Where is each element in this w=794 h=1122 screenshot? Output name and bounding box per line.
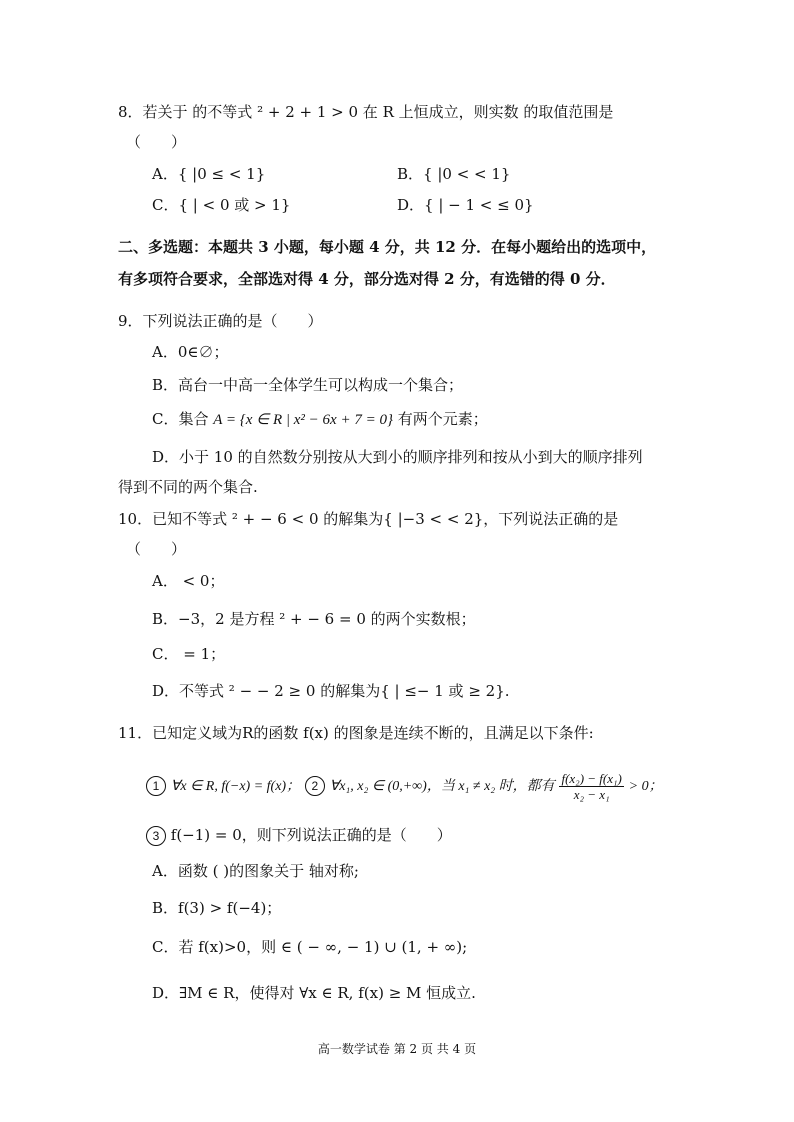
q9-option-c-prefix: C．集合 (152, 410, 214, 428)
q8-option-d: D．{ | − 1 < ≤ 0} (397, 196, 534, 214)
q10-stem: 10．已知不等式 ² + − 6 < 0 的解集为{ |−3 < < 2}，下列说法正确的是 (118, 510, 619, 528)
q11-option-a: A．函数 ( )的图象关于 轴对称; (152, 862, 359, 880)
condition-1-marker: 1 (146, 776, 166, 796)
q8-stem: 8．若关于 的不等式 ² + 2 + 1 > 0 在 R 上恒成立，则实数 的取值范围是 (118, 103, 614, 121)
fraction-numerator: f(x₂) − f(x₁) (561, 770, 622, 786)
q9-set-expression: A = {x ∈ R | x² − 6x + 7 = 0} (213, 412, 393, 428)
condition-3: f(−1) = 0，则下列说法正确的是（ ） (170, 826, 452, 844)
q8-option-c: C．{ | < 0 或 > 1} (152, 196, 291, 214)
q8-option-a: A．{ |0 ≤ < 1} (152, 165, 266, 183)
fraction-denominator: x₂ − x₁ (573, 786, 610, 802)
condition-1: ∀x ∈ R, f(−x) = f(x)； (170, 779, 301, 794)
q9-option-d-line1: D．小于 10 的自然数分别按从大到小的顺序排列和按从小到大的顺序排列 (152, 448, 643, 466)
condition-2-fraction (559, 771, 623, 802)
condition-2-suffix: > 0； (628, 779, 663, 794)
q10-paren: （ ） (126, 540, 187, 558)
section2-heading-line2: 有多项符合要求，全部选对得 4 分，部分选对得 2 分，有选错的得 0 分． (118, 270, 616, 288)
q9-option-c-suffix: 有两个元素； (392, 410, 488, 428)
condition-2-prefix: ∀x₁, x₂ ∈ (0,+∞)，当 x₁ ≠ x₂ 时，都有 (329, 779, 555, 794)
q10-option-c: C． = 1； (152, 645, 226, 663)
condition-3-marker: 3 (146, 826, 166, 846)
q8-option-b: B．{ |0 < < 1} (397, 165, 511, 183)
q9-option-b: B．高台一中高一全体学生可以构成一个集合； (152, 376, 464, 394)
q11-option-c: C．若 f(x)>0，则 ∈ ( − ∞, − 1) ∪ (1, + ∞); (152, 938, 468, 956)
q9-option-d-line2: 得到不同的两个集合. (118, 478, 258, 496)
q11-stem: 11．已知定义域为R的函数 f(x) 的图象是连续不断的，且满足以下条件: (118, 724, 594, 742)
q11-conditions-row (146, 770, 663, 800)
q9-option-a: A．0∈∅； (152, 343, 229, 361)
q10-option-b: B．−3，2 是方程 ² + − 6 = 0 的两个实数根； (152, 610, 476, 628)
q11-option-b: B．f(3) > f(−4)； (152, 899, 282, 917)
q10-option-d: D．不等式 ² − − 2 ≥ 0 的解集为{ | ≤− 1 或 ≥ 2}. (152, 682, 510, 700)
q10-option-a: A． < 0； (152, 572, 225, 590)
q11-condition-3-row (146, 824, 452, 846)
condition-2-marker: 2 (305, 776, 325, 796)
q11-option-d: D．∃M ∈ R，使得对 ∀x ∈ R, f(x) ≥ M 恒成立. (152, 984, 476, 1002)
page-footer: 高一数学试卷 第 2 页 共 4 页 (317, 1042, 477, 1056)
q8-paren: （ ） (126, 133, 187, 151)
q9-option-c (152, 408, 488, 431)
q9-stem: 9．下列说法正确的是（ ） (118, 312, 323, 330)
section2-heading-line1: 二、多选题：本题共 3 小题，每小题 4 分，共 12 分．在每小题给出的选项中， (118, 238, 657, 256)
